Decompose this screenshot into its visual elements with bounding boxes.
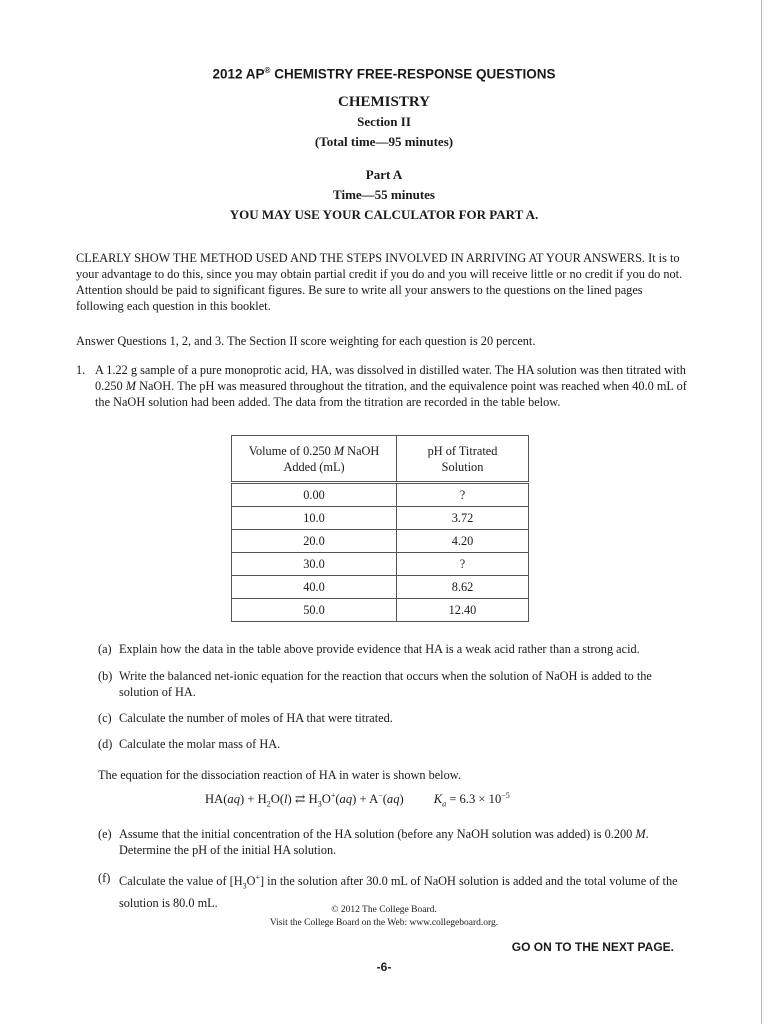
col-header-ph: pH of Titrated Solution: [397, 436, 529, 483]
subject-heading: CHEMISTRY: [338, 94, 430, 110]
part-d: (d) Calculate the molar mass of HA.: [98, 737, 281, 751]
table-row: 20.0 4.20: [232, 530, 529, 553]
copyright-notice: © 2012 The College Board.: [331, 905, 437, 915]
ka-expression: $K_a = 6.3 \times 10^{-5}$: [433, 791, 510, 809]
dissociation-equation: $HA(aq) + H_2O(l)$ ⇄ $H_3O^+(aq) + A^-(aq) K_a = 6.3 \times 10^{-5}$: [205, 791, 510, 809]
exam-title: 2012 AP® CHEMISTRY FREE-RESPONSE QUESTIONS: [212, 66, 556, 82]
question-1: [76, 362, 688, 410]
part-a: (a) Explain how the data in the table above provide evidence that HA is a weak acid rather than a strong acid.: [98, 642, 640, 656]
equation-intro: The equation for the dissociation reaction of HA in water is shown below.: [98, 768, 461, 782]
scan-edge-line: [761, 0, 762, 1024]
titration-data-table: [231, 435, 529, 622]
part-c: (c) Calculate the number of moles of HA that were titrated.: [98, 711, 393, 725]
equilibrium-arrow-icon: ⇄: [294, 792, 306, 807]
instructions-caps: CLEARLY SHOW THE METHOD USED AND THE STEPS INVOLVED IN ARRIVING AT YOUR ANSWERS.: [76, 251, 646, 265]
section-heading: Section II: [357, 114, 411, 129]
question-number: 1.: [76, 363, 86, 377]
page-number: -6-: [376, 960, 392, 974]
table-row: 0.00 ?: [232, 483, 529, 507]
part-b: (b) Write the balanced net-ionic equation for the reaction that occurs when the solution of NaOH is added to the solution of HA.: [98, 669, 652, 699]
question-1-text: A 1.22 g sample of a pure monoprotic acid, HA, was dissolved in distilled water. The HA solution was then titrated with 0.250 M NaOH. The pH was measured throughout the titration, and the equivalence point was reached when 40.0 mL of the NaOH solution had been added. The data from the titration are recorded in the table below.: [95, 363, 687, 409]
table-row: 50.0 12.40: [232, 599, 529, 622]
instructions-paragraph: [76, 250, 688, 314]
col-header-volume: Volume of 0.250 M NaOH Added (mL): [232, 436, 397, 483]
next-page-note: GO ON TO THE NEXT PAGE.: [511, 940, 674, 954]
calculator-note: YOU MAY USE YOUR CALCULATOR FOR PART A.: [229, 207, 539, 222]
part-heading: Part A: [365, 167, 403, 182]
instructions-text: It is to your advantage to do this, since you may obtain partial credit if you do and you will receive little or no credit if you do not. Attention should be paid to significant figures. Be sure to write all your answers to the questions on the lined pages following each question in this booklet.: [76, 251, 683, 313]
part-e: (e) Assume that the initial concentration of the HA solution (before any NaOH solution was added) is 0.200 M. Determine the pH of the initial HA solution.: [98, 827, 649, 857]
website-notice: Visit the College Board on the Web: www.collegeboard.org.: [269, 918, 499, 928]
table-row: 10.0 3.72: [232, 507, 529, 530]
part-time: Time—55 minutes: [333, 187, 435, 202]
part-f: (f) Calculate the value of $[H_3O^+]$ in the solution after 30.0 mL of NaOH solution is added and the total volume of the solution is 80.0 mL.: [98, 871, 678, 910]
total-time: (Total time—95 minutes): [314, 134, 454, 149]
table-row: 30.0 ?: [232, 553, 529, 576]
table-row: 40.0 8.62: [232, 576, 529, 599]
answer-instructions: Answer Questions 1, 2, and 3. The Section II score weighting for each question is 20 percent.: [76, 334, 536, 348]
